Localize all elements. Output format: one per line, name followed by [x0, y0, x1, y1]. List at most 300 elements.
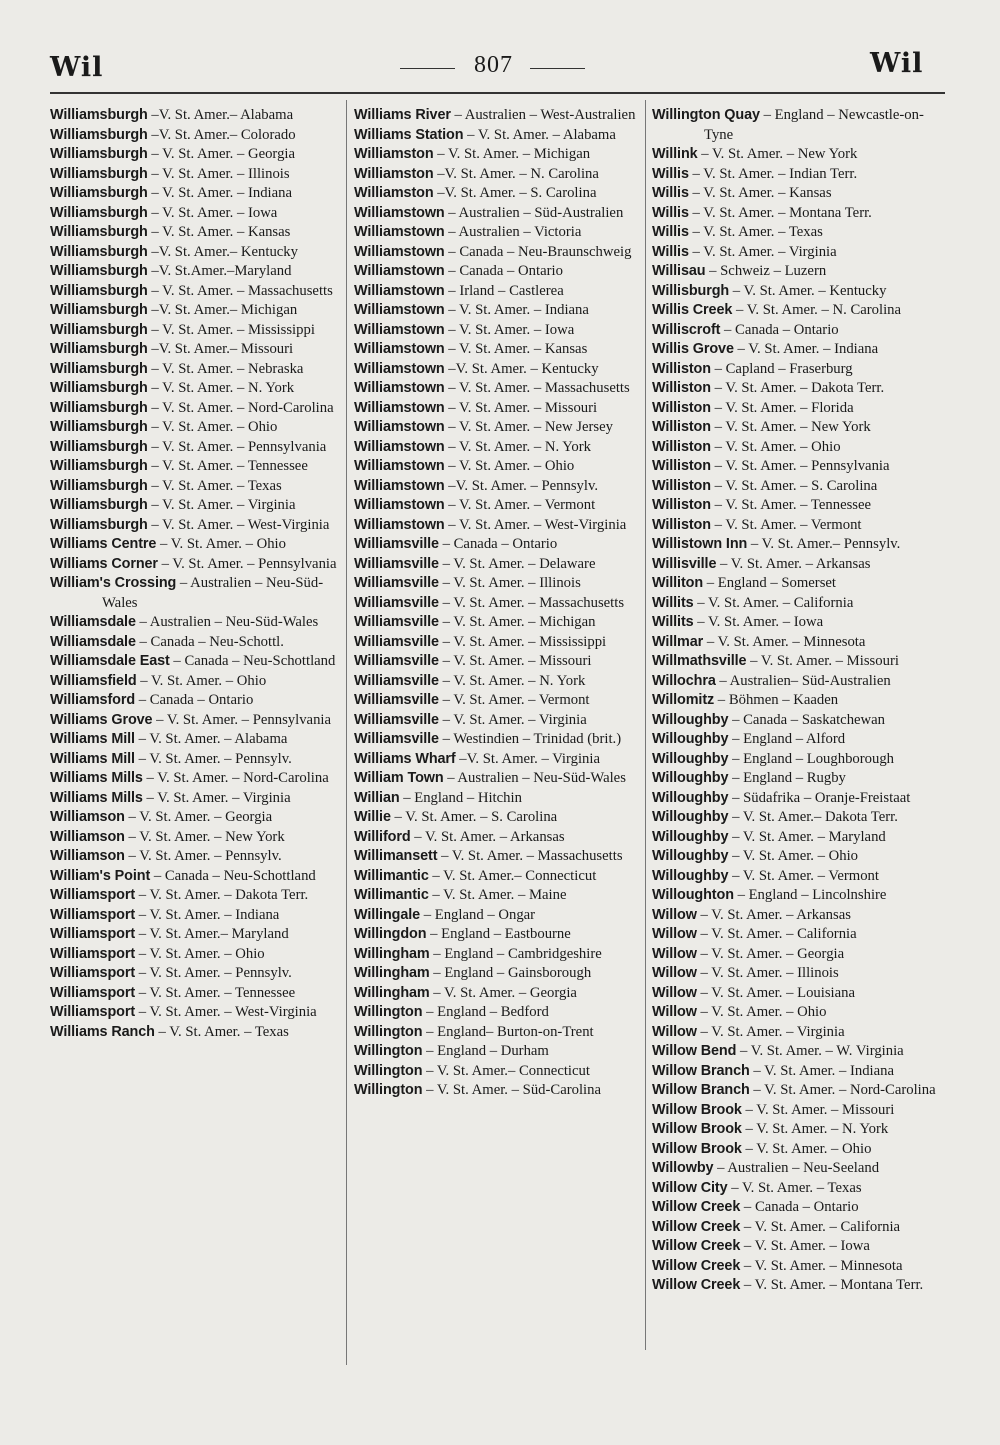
entry-headword: Williamsburgh — [50, 126, 148, 143]
entry-location: – V. St. Amer.– Connecticut — [432, 867, 597, 884]
gazetteer-entry — [354, 808, 650, 828]
entry-location: – V. St. Amer. – Iowa — [697, 614, 824, 630]
gazetteer-entry — [354, 379, 650, 399]
entry-location: –V. St. Amer.– Kentucky — [151, 243, 298, 260]
running-head-left: Wil — [50, 52, 104, 83]
entry-headword: Williamsburgh — [50, 477, 148, 494]
entry-headword: Willisburgh — [652, 282, 730, 299]
running-head-right: Wil — [870, 48, 924, 79]
entry-location: – V. St. Amer. – Dakota Terr. — [138, 887, 309, 903]
entry-headword: Willisville — [652, 555, 717, 572]
entry-headword: Willie — [354, 809, 391, 825]
entry-headword: Williston — [652, 458, 711, 474]
gazetteer-entry — [652, 1042, 948, 1062]
entry-headword: Williams Mill — [50, 750, 135, 767]
entry-location: – V. St. Amer. – Alabama — [467, 126, 616, 143]
entry-headword: Williamsburgh — [50, 516, 148, 533]
gazetteer-entry — [50, 574, 346, 613]
entry-location: – V. St. Amer. – Kansas — [692, 185, 832, 201]
entry-headword: Williamsville — [354, 653, 439, 669]
entry-location: –V. St. Amer. – N. Carolina — [437, 165, 599, 182]
entry-location: – V. St. Amer. – West-Virginia — [138, 1004, 317, 1020]
gazetteer-entry — [50, 964, 346, 984]
entry-headword: Willington — [354, 1082, 423, 1098]
gazetteer-entry — [652, 1003, 948, 1023]
gazetteer-entry — [50, 633, 346, 653]
gazetteer-entry — [354, 1081, 650, 1101]
gazetteer-entry — [50, 496, 346, 516]
entry-headword: Willow Brook — [652, 1121, 742, 1137]
gazetteer-entry — [50, 262, 346, 282]
entry-location: – England – Loughborough — [732, 750, 895, 767]
entry-location: – V. St. Amer. – Minnesota — [743, 1257, 903, 1274]
gazetteer-entry — [354, 613, 650, 633]
gazetteer-entry — [354, 945, 650, 965]
entry-location: – V. St. Amer. – Virginia — [146, 789, 291, 806]
entry-location: – V. St. Amer. – New York — [128, 828, 285, 845]
entry-location: – Irland – Castlerea — [448, 282, 564, 299]
entry-location: – Capland – Fraserburg — [714, 360, 853, 377]
entry-headword: Williamstown — [354, 224, 445, 240]
gazetteer-entry — [50, 711, 346, 731]
entry-headword: Williams Station — [354, 126, 464, 143]
gazetteer-entry — [652, 808, 948, 828]
entry-headword: William's Point — [50, 867, 151, 884]
entry-headword: Willoughby — [652, 789, 729, 806]
gazetteer-entry — [50, 516, 346, 536]
entry-location: – England – Lincolnshire — [737, 887, 887, 903]
entry-location: – V. St. Amer. – Texas — [151, 477, 282, 494]
entry-headword: Williamstown — [354, 360, 445, 377]
gazetteer-entry — [652, 1276, 948, 1296]
entry-location: – V. St. Amer. – Kansas — [151, 224, 291, 240]
entry-headword: Williamstown — [354, 204, 445, 221]
entry-headword: Willow — [652, 1004, 697, 1020]
entry-headword: Willingdon — [354, 926, 427, 942]
gazetteer-entry — [50, 165, 346, 185]
entry-location: – Südafrika – Oranje-Freistaat — [732, 789, 911, 806]
page-number: 807 — [474, 52, 513, 78]
gazetteer-entry — [50, 184, 346, 204]
entry-headword: Williamsdale East — [50, 653, 170, 669]
entry-location: – V. St. Amer. – Ohio — [160, 536, 286, 552]
entry-headword: Williamsdale — [50, 614, 136, 630]
entry-headword: Willoughby — [652, 770, 729, 786]
entry-location: – V. St. Amer. – Massachusetts — [442, 594, 625, 611]
gazetteer-entry — [652, 379, 948, 399]
entry-headword: William's Crossing — [50, 575, 177, 591]
entry-headword: Williamstown — [354, 477, 445, 494]
entry-headword: Williamsburgh — [50, 458, 148, 474]
entry-location: – V. St. Amer. – Ohio — [745, 1140, 872, 1157]
gazetteer-entry — [50, 886, 346, 906]
gazetteer-entry — [354, 360, 650, 380]
entry-location: – V. St. Amer. – Ohio — [151, 419, 278, 435]
entry-location: – V. St. Amer. – Pennsylv. — [138, 750, 292, 767]
gazetteer-entry — [652, 984, 948, 1004]
entry-location: – V. St. Amer. – N. York — [151, 380, 295, 396]
entry-headword: Willow City — [652, 1179, 728, 1196]
entry-headword: Williamsfield — [50, 672, 137, 689]
gazetteer-entry — [652, 867, 948, 887]
gazetteer-entry — [50, 925, 346, 945]
entry-headword: Willis Creek — [652, 302, 733, 318]
entry-location: – V. St. Amer. – Indiana — [151, 185, 293, 201]
entry-location: – V. St. Amer. – Nebraska — [151, 360, 304, 377]
entry-location: – England – Ongar — [423, 906, 536, 923]
gazetteer-entry — [652, 594, 948, 614]
entry-location: – V. St. Amer. – Pennsylvania — [156, 711, 332, 728]
entry-headword: Willistown Inn — [652, 536, 748, 552]
entry-headword: Williamsburgh — [50, 263, 148, 279]
gazetteer-entry — [50, 126, 346, 146]
entry-headword: Williamsville — [354, 555, 439, 572]
entry-location: – V. St. Amer. – California — [743, 1218, 901, 1235]
entry-location: – Australien – Victoria — [448, 224, 582, 240]
entry-headword: Willis — [652, 243, 689, 260]
entry-location: – V. St. Amer. – Iowa — [151, 204, 278, 221]
header-rule — [50, 92, 945, 94]
entry-location: – England – Newcastle-on-Tyne — [704, 107, 924, 143]
entry-location: – V. St. Amer.– Connecticut — [426, 1062, 590, 1079]
entry-headword: Willmar — [652, 633, 704, 650]
gazetteer-entry — [354, 145, 650, 165]
entry-headword: Williamsport — [50, 926, 136, 942]
entry-headword: Williamstown — [354, 243, 445, 260]
entry-location: – V. St. Amer. – Missouri — [442, 653, 592, 669]
entry-location: –V. St. Amer.– Michigan — [151, 302, 298, 318]
gazetteer-entry — [652, 633, 948, 653]
entry-headword: Williamsburgh — [50, 146, 148, 162]
entry-location: – V. St. Amer. – Virginia — [700, 1023, 845, 1040]
column-1 — [50, 106, 346, 1042]
gazetteer-entry — [652, 1198, 948, 1218]
entry-headword: Willow Branch — [652, 1062, 750, 1079]
gazetteer-entry — [50, 613, 346, 633]
entry-location: – Canada – Saskatchewan — [732, 711, 886, 728]
entry-headword: Williscroft — [652, 321, 721, 338]
entry-headword: Williamsport — [50, 1004, 136, 1020]
gazetteer-entry — [652, 204, 948, 224]
gazetteer-entry — [354, 106, 650, 126]
entry-location: – V. St. Amer. – Arkansas — [700, 906, 851, 923]
gazetteer-entry — [354, 126, 650, 146]
gazetteer-entry — [354, 204, 650, 224]
entry-location: – Canada – Ontario — [448, 263, 563, 279]
entry-headword: Williamsburgh — [50, 165, 148, 182]
entry-headword: Williamsburgh — [50, 107, 148, 123]
gazetteer-entry — [652, 516, 948, 536]
entry-location: – V. St. Amer. – Kentucky — [732, 282, 887, 299]
entry-location: –V. St. Amer.– Alabama — [151, 107, 294, 123]
entry-headword: Willis — [652, 165, 689, 182]
entry-headword: Willits — [652, 614, 694, 630]
entry-location: – England – Eastbourne — [430, 926, 571, 942]
entry-location: – V. St. Amer. – Tennessee — [138, 984, 296, 1001]
entry-headword: Williamsburgh — [50, 224, 148, 240]
gazetteer-entry — [354, 516, 650, 536]
entry-headword: Williamstown — [354, 458, 445, 474]
entry-location: – V. St. Amer. – Georgia — [151, 146, 296, 162]
entry-headword: Willingham — [354, 945, 430, 962]
entry-location: – V. St. Amer. – Ohio — [714, 438, 841, 455]
entry-location: – V. St. Amer. – Ohio — [138, 945, 265, 962]
gazetteer-entry — [50, 847, 346, 867]
gazetteer-entry — [50, 340, 346, 360]
gazetteer-entry — [652, 828, 948, 848]
entry-location: – V. St. Amer. – Illinois — [700, 965, 839, 981]
entry-headword: Williamsburgh — [50, 438, 148, 455]
entry-location: – V. St. Amer. – Montana Terr. — [743, 1277, 924, 1293]
column-2 — [354, 106, 650, 1101]
entry-headword: Willingale — [354, 906, 421, 923]
entry-headword: Willoughby — [652, 867, 729, 884]
entry-location: – V. St. Amer. – New York — [714, 419, 871, 435]
gazetteer-entry — [652, 574, 948, 594]
entry-location: – Canada – Ontario — [442, 536, 558, 552]
entry-headword: Williston — [652, 360, 711, 377]
gazetteer-entry — [652, 1023, 948, 1043]
entry-headword: Willomitz — [652, 692, 715, 708]
gazetteer-entry — [652, 1101, 948, 1121]
entry-headword: Williston — [652, 497, 711, 513]
entry-location: – V. St. Amer. – Virginia — [442, 711, 587, 728]
gazetteer-entry — [354, 496, 650, 516]
entry-location: – Australien – West-Australien — [454, 107, 636, 123]
entry-headword: Williams Mills — [50, 789, 143, 806]
entry-headword: Williamsburgh — [50, 243, 148, 260]
gazetteer-entry — [50, 360, 346, 380]
entry-headword: Willington — [354, 1023, 423, 1040]
entry-headword: Willis — [652, 185, 689, 201]
gazetteer-entry — [50, 418, 346, 438]
entry-headword: Willow Creek — [652, 1238, 741, 1254]
entry-location: – Canada – Ontario — [724, 321, 839, 338]
entry-headword: Willow Creek — [652, 1199, 741, 1215]
entry-location: – V. St. Amer.– Maryland — [138, 926, 289, 942]
gazetteer-entry — [50, 243, 346, 263]
entry-headword: Willow — [652, 926, 697, 942]
entry-location: – V. St. Amer. – Indiana — [753, 1062, 895, 1079]
entry-headword: Willimansett — [354, 848, 438, 864]
entry-headword: Williams Mills — [50, 770, 143, 786]
entry-headword: Williamsford — [50, 692, 136, 708]
gazetteer-entry — [50, 808, 346, 828]
gazetteer-entry — [50, 984, 346, 1004]
gazetteer-entry — [50, 301, 346, 321]
gazetteer-entry — [652, 886, 948, 906]
entry-location: – Canada – Ontario — [743, 1199, 859, 1215]
entry-headword: Willis — [652, 204, 689, 221]
gazetteer-entry — [652, 1237, 948, 1257]
entry-headword: Willow Bend — [652, 1043, 737, 1059]
entry-location: – V. St. Amer. – Missouri — [448, 399, 598, 416]
gazetteer-entry — [652, 789, 948, 809]
gazetteer-entry — [652, 438, 948, 458]
entry-location: –V. St. Amer.– Colorado — [151, 126, 296, 143]
entry-location: – Canada – Neu-Braunschweig — [448, 243, 632, 260]
entry-headword: Willian — [354, 789, 400, 806]
entry-headword: Williams Wharf — [354, 750, 456, 767]
gazetteer-entry — [652, 1140, 948, 1160]
entry-headword: Williamston — [354, 165, 434, 182]
entry-location: –V. St. Amer. – Kentucky — [448, 360, 599, 377]
entry-location: – V. St. Amer. – West-Virginia — [151, 516, 330, 533]
entry-location: – V. St. Amer. – Tennessee — [714, 497, 872, 513]
gazetteer-entry — [50, 457, 346, 477]
gazetteer-entry — [354, 750, 650, 770]
gazetteer-entry — [50, 672, 346, 692]
column-divider-1 — [346, 100, 347, 1365]
entry-location: – V. St. Amer. – Maryland — [732, 828, 886, 845]
gazetteer-entry — [354, 574, 650, 594]
gazetteer-entry — [652, 1257, 948, 1277]
gazetteer-entry — [354, 886, 650, 906]
gazetteer-entry — [652, 555, 948, 575]
entry-location: – England – Durham — [426, 1043, 549, 1059]
entry-headword: Williamsburgh — [50, 399, 148, 416]
entry-headword: Willington Quay — [652, 107, 760, 123]
entry-headword: Willington — [354, 1062, 423, 1079]
entry-headword: William Town — [354, 770, 444, 786]
entry-location: – Canada – Neu-Schottland — [173, 653, 336, 669]
entry-headword: Williamsville — [354, 692, 439, 708]
entry-headword: Willow — [652, 965, 697, 981]
entry-location: – V. St. Amer. – Missouri — [745, 1101, 895, 1118]
gazetteer-entry — [354, 535, 650, 555]
entry-headword: Williamsville — [354, 614, 439, 630]
entry-location: –V. St. Amer. – Pennsylv. — [448, 477, 599, 494]
entry-headword: Williamson — [50, 809, 125, 825]
entry-headword: Willow Creek — [652, 1257, 741, 1274]
gazetteer-entry — [50, 750, 346, 770]
entry-headword: Williston — [652, 477, 711, 494]
entry-headword: Willow — [652, 1023, 697, 1040]
gazetteer-entry — [652, 906, 948, 926]
entry-headword: Williamstown — [354, 341, 445, 357]
entry-location: – V. St. Amer.– Pennsylv. — [750, 536, 901, 552]
gazetteer-entry — [50, 769, 346, 789]
entry-location: – Australien – Süd-Australien — [448, 204, 624, 221]
entry-headword: Willochra — [652, 672, 716, 689]
entry-headword: Williston — [652, 380, 711, 396]
entry-location: – V. St. Amer. – Massachusetts — [441, 848, 623, 864]
entry-headword: Williston — [652, 399, 711, 416]
entry-headword: Williamstown — [354, 419, 445, 435]
gazetteer-entry — [50, 652, 346, 672]
entry-location: – England – Alford — [732, 731, 846, 747]
gazetteer-entry — [50, 282, 346, 302]
gazetteer-entry — [652, 496, 948, 516]
entry-location: –V. St.Amer.–Maryland — [151, 263, 292, 279]
entry-location: – V. St. Amer. – Tennessee — [151, 458, 308, 474]
gazetteer-entry — [652, 457, 948, 477]
entry-headword: Williamsburgh — [50, 302, 148, 318]
gazetteer-entry — [354, 243, 650, 263]
entry-location: – V. St. Amer. – Texas — [692, 224, 823, 240]
entry-headword: Willink — [652, 146, 698, 162]
entry-headword: Willoughton — [652, 887, 734, 903]
entry-headword: Williston — [652, 516, 711, 533]
entry-headword: Willoughby — [652, 711, 729, 728]
entry-headword: Williamsville — [354, 633, 439, 650]
gazetteer-entry — [652, 769, 948, 789]
entry-headword: Willingham — [354, 984, 430, 1001]
entry-headword: Williamsburgh — [50, 380, 148, 396]
entry-headword: Williamsport — [50, 906, 136, 923]
gazetteer-entry — [652, 477, 948, 497]
gazetteer-entry — [652, 1218, 948, 1238]
entry-location: – V. St. Amer. – Ohio — [732, 848, 859, 864]
gazetteer-entry — [652, 1179, 948, 1199]
entry-headword: Williston — [652, 438, 711, 455]
entry-headword: Williamsburgh — [50, 321, 148, 338]
gazetteer-entry — [652, 535, 948, 555]
entry-location: – V. St. Amer. – Arkansas — [720, 555, 871, 572]
gazetteer-entry — [354, 457, 650, 477]
gazetteer-entry — [354, 691, 650, 711]
entry-headword: Willow Branch — [652, 1082, 750, 1098]
entry-headword: Williams Corner — [50, 555, 158, 572]
entry-location: – England – Rugby — [732, 770, 846, 786]
gazetteer-entry — [354, 282, 650, 302]
entry-location: –V. St. Amer. – Virginia — [459, 750, 601, 767]
entry-headword: Williamsville — [354, 711, 439, 728]
gazetteer-entry — [50, 204, 346, 224]
entry-location: – V. St. Amer. – Georgia — [433, 984, 577, 1001]
entry-location: – V. St. Amer. – Vermont — [448, 497, 596, 513]
entry-location: – V. St. Amer. – Iowa — [448, 321, 575, 338]
gazetteer-entry — [354, 477, 650, 497]
entry-location: – V. St. Amer. – S. Carolina — [394, 809, 558, 825]
entry-headword: Williamstown — [354, 438, 445, 455]
entry-location: – V. St. Amer. – Nord-Carolina — [146, 770, 329, 786]
entry-headword: Willoughby — [652, 809, 729, 825]
entry-location: – V. St. Amer. – S. Carolina — [714, 477, 878, 494]
gazetteer-entry — [354, 769, 650, 789]
gazetteer-entry — [354, 399, 650, 419]
entry-location: – V. St. Amer. – Georgia — [700, 945, 845, 962]
entry-headword: Williamsville — [354, 731, 439, 747]
entry-headword: Willow — [652, 945, 697, 962]
entry-location: – England – Hitchin — [403, 789, 522, 806]
entry-headword: Williams River — [354, 107, 451, 123]
entry-headword: Willow Brook — [652, 1140, 742, 1157]
entry-location: – V. St. Amer. – New Jersey — [448, 419, 613, 435]
gazetteer-entry — [354, 906, 650, 926]
gazetteer-entry — [652, 652, 948, 672]
entry-location: – V. St. Amer. – Indiana — [737, 341, 879, 357]
gazetteer-entry — [354, 847, 650, 867]
entry-location: – V. St. Amer. – Nord-Carolina — [753, 1082, 936, 1098]
gazetteer-entry — [354, 633, 650, 653]
header-dash-left — [400, 68, 455, 69]
entry-location: – England – Cambridgeshire — [433, 945, 602, 962]
entry-headword: Williamsburgh — [50, 419, 148, 435]
entry-location: – V. St. Amer. – California — [700, 926, 857, 942]
entry-location: – V. St. Amer. – Nord-Carolina — [151, 399, 334, 416]
entry-location: – V. St. Amer. – Vermont — [442, 692, 590, 708]
entry-headword: Williamsburgh — [50, 185, 148, 201]
entry-headword: Willits — [652, 594, 694, 611]
gazetteer-entry — [652, 106, 948, 145]
entry-headword: Williamstown — [354, 302, 445, 318]
entry-location: – V. St. Amer. – Missouri — [750, 653, 899, 669]
gazetteer-entry — [354, 789, 650, 809]
gazetteer-entry — [652, 165, 948, 185]
entry-headword: Williams Centre — [50, 536, 157, 552]
gazetteer-entry — [354, 672, 650, 692]
